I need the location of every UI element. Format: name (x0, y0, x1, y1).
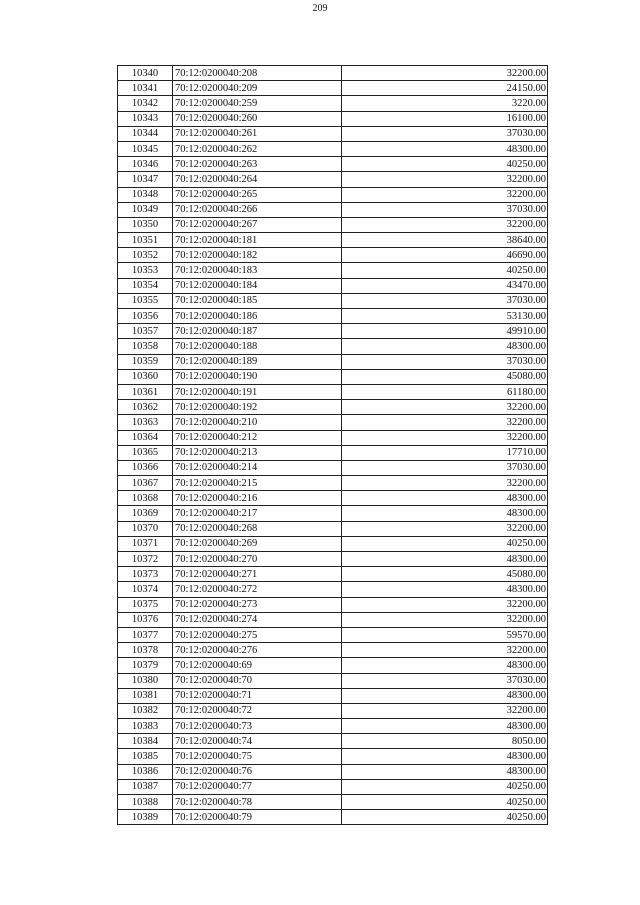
cadastral-number-cell: 70:12:0200040:70 (173, 673, 342, 688)
cadastral-number-cell: 70:12:0200040:209 (173, 81, 342, 96)
value-cell: 32200.00 (342, 597, 548, 612)
table-row (118, 309, 548, 324)
value-cell: 37030.00 (342, 354, 548, 369)
table-row (118, 172, 548, 187)
value-cell: 49910.00 (342, 324, 548, 339)
cadastral-number-cell: 70:12:0200040:192 (173, 400, 342, 415)
value-cell: 45080.00 (342, 369, 548, 384)
table-row (118, 81, 548, 96)
cadastral-number-cell: 70:12:0200040:77 (173, 779, 342, 794)
table-row (118, 643, 548, 658)
table-row (118, 810, 548, 825)
cadastral-number-cell: 70:12:0200040:73 (173, 719, 342, 734)
cadastral-number-cell: 70:12:0200040:181 (173, 233, 342, 248)
cadastral-number-cell: 70:12:0200040:188 (173, 339, 342, 354)
cadastral-number-cell: 70:12:0200040:76 (173, 764, 342, 779)
table-row (118, 460, 548, 475)
table-row (118, 126, 548, 141)
cadastral-number-cell: 70:12:0200040:214 (173, 460, 342, 475)
row-number-cell: 10350 (118, 217, 173, 232)
value-cell: 32200.00 (342, 400, 548, 415)
value-cell: 40250.00 (342, 263, 548, 278)
row-number-cell: 10344 (118, 126, 173, 141)
value-cell: 48300.00 (342, 658, 548, 673)
row-number-cell: 10342 (118, 96, 173, 111)
table-row (118, 627, 548, 642)
value-cell: 48300.00 (342, 688, 548, 703)
table-row (118, 673, 548, 688)
table-row (118, 597, 548, 612)
table-row (118, 202, 548, 217)
table-row (118, 764, 548, 779)
table-row (118, 263, 548, 278)
row-number-cell: 10383 (118, 719, 173, 734)
value-cell: 40250.00 (342, 795, 548, 810)
value-cell: 48300.00 (342, 764, 548, 779)
table-row (118, 141, 548, 156)
cadastral-number-cell: 70:12:0200040:74 (173, 734, 342, 749)
value-cell: 17710.00 (342, 445, 548, 460)
table-row (118, 278, 548, 293)
table-row (118, 749, 548, 764)
table-row (118, 536, 548, 551)
value-cell: 40250.00 (342, 536, 548, 551)
table-body (118, 66, 548, 825)
cadastral-number-cell: 70:12:0200040:269 (173, 536, 342, 551)
value-cell: 59570.00 (342, 627, 548, 642)
cadastral-number-cell: 70:12:0200040:213 (173, 445, 342, 460)
row-number-cell: 10340 (118, 66, 173, 81)
row-number-cell: 10387 (118, 779, 173, 794)
value-cell: 32200.00 (342, 643, 548, 658)
table-row (118, 779, 548, 794)
value-cell: 48300.00 (342, 552, 548, 567)
row-number-cell: 10341 (118, 81, 173, 96)
value-cell: 32200.00 (342, 217, 548, 232)
value-cell: 32200.00 (342, 172, 548, 187)
value-cell: 61180.00 (342, 384, 548, 399)
row-number-cell: 10368 (118, 491, 173, 506)
table-row (118, 506, 548, 521)
table-row (118, 521, 548, 536)
row-number-cell: 10362 (118, 400, 173, 415)
cadastral-number-cell: 70:12:0200040:262 (173, 141, 342, 156)
value-cell: 32200.00 (342, 430, 548, 445)
cadastral-number-cell: 70:12:0200040:210 (173, 415, 342, 430)
row-number-cell: 10382 (118, 703, 173, 718)
cadastral-number-cell: 70:12:0200040:216 (173, 491, 342, 506)
value-cell: 32200.00 (342, 612, 548, 627)
value-cell: 53130.00 (342, 309, 548, 324)
cadastral-number-cell: 70:12:0200040:275 (173, 627, 342, 642)
table-row (118, 552, 548, 567)
table-row (118, 293, 548, 308)
row-number-cell: 10366 (118, 460, 173, 475)
row-number-cell: 10365 (118, 445, 173, 460)
row-number-cell: 10378 (118, 643, 173, 658)
table-row (118, 66, 548, 81)
row-number-cell: 10353 (118, 263, 173, 278)
cadastral-number-cell: 70:12:0200040:72 (173, 703, 342, 718)
row-number-cell: 10372 (118, 552, 173, 567)
value-cell: 8050.00 (342, 734, 548, 749)
table-row (118, 369, 548, 384)
cadastral-number-cell: 70:12:0200040:183 (173, 263, 342, 278)
cadastral-number-cell: 70:12:0200040:71 (173, 688, 342, 703)
table-row (118, 734, 548, 749)
row-number-cell: 10357 (118, 324, 173, 339)
row-number-cell: 10369 (118, 506, 173, 521)
cadastral-number-cell: 70:12:0200040:190 (173, 369, 342, 384)
value-cell: 48300.00 (342, 491, 548, 506)
value-cell: 40250.00 (342, 779, 548, 794)
table-row (118, 217, 548, 232)
row-number-cell: 10349 (118, 202, 173, 217)
table-row (118, 157, 548, 172)
cadastral-number-cell: 70:12:0200040:217 (173, 506, 342, 521)
table-row (118, 384, 548, 399)
cadastral-number-cell: 70:12:0200040:273 (173, 597, 342, 612)
value-cell: 32200.00 (342, 415, 548, 430)
row-number-cell: 10367 (118, 476, 173, 491)
value-cell: 16100.00 (342, 111, 548, 126)
value-cell: 37030.00 (342, 673, 548, 688)
row-number-cell: 10359 (118, 354, 173, 369)
table-row (118, 445, 548, 460)
cadastral-number-cell: 70:12:0200040:212 (173, 430, 342, 445)
page-number: 209 (312, 3, 328, 14)
row-number-cell: 10374 (118, 582, 173, 597)
cadastral-number-cell: 70:12:0200040:184 (173, 278, 342, 293)
row-number-cell: 10377 (118, 627, 173, 642)
row-number-cell: 10360 (118, 369, 173, 384)
cadastral-number-cell: 70:12:0200040:187 (173, 324, 342, 339)
value-cell: 37030.00 (342, 293, 548, 308)
row-number-cell: 10385 (118, 749, 173, 764)
table-row (118, 187, 548, 202)
table-row (118, 491, 548, 506)
table-row (118, 795, 548, 810)
row-number-cell: 10358 (118, 339, 173, 354)
row-number-cell: 10354 (118, 278, 173, 293)
table-row (118, 400, 548, 415)
cadastral-number-cell: 70:12:0200040:259 (173, 96, 342, 111)
table-row (118, 688, 548, 703)
row-number-cell: 10346 (118, 157, 173, 172)
cadastral-number-cell: 70:12:0200040:276 (173, 643, 342, 658)
row-number-cell: 10363 (118, 415, 173, 430)
row-number-cell: 10380 (118, 673, 173, 688)
row-number-cell: 10375 (118, 597, 173, 612)
value-cell: 37030.00 (342, 202, 548, 217)
row-number-cell: 10352 (118, 248, 173, 263)
value-cell: 32200.00 (342, 703, 548, 718)
table-row (118, 248, 548, 263)
row-number-cell: 10355 (118, 293, 173, 308)
cadastral-number-cell: 70:12:0200040:78 (173, 795, 342, 810)
row-number-cell: 10379 (118, 658, 173, 673)
value-cell: 48300.00 (342, 339, 548, 354)
value-cell: 38640.00 (342, 233, 548, 248)
cadastral-number-cell: 70:12:0200040:75 (173, 749, 342, 764)
row-number-cell: 10364 (118, 430, 173, 445)
row-number-cell: 10347 (118, 172, 173, 187)
cadastral-number-cell: 70:12:0200040:264 (173, 172, 342, 187)
row-number-cell: 10348 (118, 187, 173, 202)
cadastral-number-cell: 70:12:0200040:189 (173, 354, 342, 369)
table-row (118, 567, 548, 582)
cadastral-number-cell: 70:12:0200040:266 (173, 202, 342, 217)
table-row (118, 582, 548, 597)
value-cell: 45080.00 (342, 567, 548, 582)
table-row (118, 476, 548, 491)
value-cell: 48300.00 (342, 749, 548, 764)
value-cell: 3220.00 (342, 96, 548, 111)
table-row (118, 354, 548, 369)
value-cell: 48300.00 (342, 719, 548, 734)
row-number-cell: 10389 (118, 810, 173, 825)
value-cell: 37030.00 (342, 126, 548, 141)
table-row (118, 430, 548, 445)
row-number-cell: 10381 (118, 688, 173, 703)
row-number-cell: 10371 (118, 536, 173, 551)
value-cell: 48300.00 (342, 582, 548, 597)
value-cell: 48300.00 (342, 506, 548, 521)
row-number-cell: 10388 (118, 795, 173, 810)
table-row (118, 96, 548, 111)
cadastral-number-cell: 70:12:0200040:268 (173, 521, 342, 536)
cadastral-number-cell: 70:12:0200040:261 (173, 126, 342, 141)
value-cell: 43470.00 (342, 278, 548, 293)
value-cell: 32200.00 (342, 476, 548, 491)
value-cell: 32200.00 (342, 66, 548, 81)
table-row (118, 658, 548, 673)
value-cell: 32200.00 (342, 521, 548, 536)
row-number-cell: 10373 (118, 567, 173, 582)
value-cell: 32200.00 (342, 187, 548, 202)
cadastral-number-cell: 70:12:0200040:271 (173, 567, 342, 582)
row-number-cell: 10386 (118, 764, 173, 779)
cadastral-number-cell: 70:12:0200040:274 (173, 612, 342, 627)
table-row (118, 339, 548, 354)
row-number-cell: 10356 (118, 309, 173, 324)
cadastral-number-cell: 70:12:0200040:265 (173, 187, 342, 202)
cadastral-value-table (117, 65, 548, 825)
table-row (118, 703, 548, 718)
cadastral-number-cell: 70:12:0200040:79 (173, 810, 342, 825)
table-row (118, 233, 548, 248)
row-number-cell: 10351 (118, 233, 173, 248)
row-number-cell: 10361 (118, 384, 173, 399)
cadastral-number-cell: 70:12:0200040:260 (173, 111, 342, 126)
row-number-cell: 10343 (118, 111, 173, 126)
cadastral-number-cell: 70:12:0200040:272 (173, 582, 342, 597)
value-cell: 40250.00 (342, 810, 548, 825)
cadastral-number-cell: 70:12:0200040:267 (173, 217, 342, 232)
value-cell: 48300.00 (342, 141, 548, 156)
value-cell: 46690.00 (342, 248, 548, 263)
cadastral-number-cell: 70:12:0200040:263 (173, 157, 342, 172)
cadastral-number-cell: 70:12:0200040:208 (173, 66, 342, 81)
table-row (118, 415, 548, 430)
value-cell: 24150.00 (342, 81, 548, 96)
row-number-cell: 10384 (118, 734, 173, 749)
cadastral-number-cell: 70:12:0200040:186 (173, 309, 342, 324)
row-number-cell: 10345 (118, 141, 173, 156)
value-cell: 37030.00 (342, 460, 548, 475)
cadastral-number-cell: 70:12:0200040:185 (173, 293, 342, 308)
value-cell: 40250.00 (342, 157, 548, 172)
row-number-cell: 10376 (118, 612, 173, 627)
cadastral-number-cell: 70:12:0200040:182 (173, 248, 342, 263)
table-row (118, 111, 548, 126)
table-row (118, 612, 548, 627)
row-number-cell: 10370 (118, 521, 173, 536)
cadastral-number-cell: 70:12:0200040:215 (173, 476, 342, 491)
table-row (118, 719, 548, 734)
table-row (118, 324, 548, 339)
cadastral-number-cell: 70:12:0200040:191 (173, 384, 342, 399)
cadastral-number-cell: 70:12:0200040:69 (173, 658, 342, 673)
cadastral-number-cell: 70:12:0200040:270 (173, 552, 342, 567)
